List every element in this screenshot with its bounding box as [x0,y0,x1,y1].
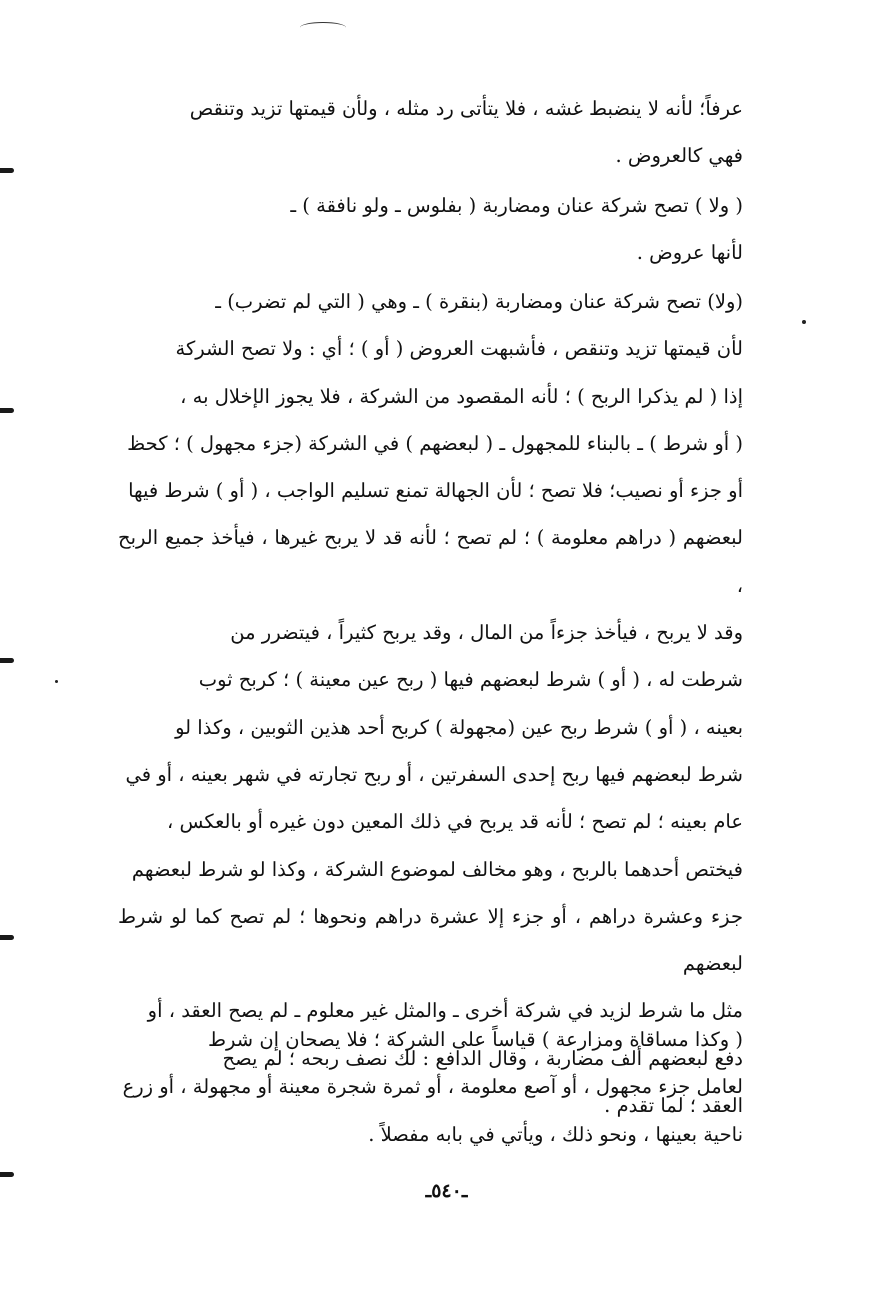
paragraph-4 [118,1016,743,1158]
text-line: ( ولا ) تصح شركة عنان ومضاربة ( بفلوس ـ ولو نافقة ) ـ [290,194,743,217]
text-line: لعامل جزء مجهول ، أو آصع معلومة ، أو ثمرة شجرة معينة أو مجهولة ، أو زرع [122,1075,743,1099]
text-line: ناحية بعينها ، ونحو ذلك ، ويأتي في بابه مفصلاً . [368,1122,743,1146]
text-line: عام بعينه ؛ لم تصح ؛ لأنه قد يربح في ذلك المعين دون غيره أو بالعكس ، [166,810,743,834]
paragraph-2 [118,182,743,277]
header-ornament [300,22,346,33]
scan-speck [55,680,58,683]
binding-mark [0,935,14,940]
text-line: شرط لبعضهم فيها ربح إحدى السفرتين ، أو ربح تجارته في شهر بعينه ، أو في [125,762,743,786]
text-line: دفع لبعضهم ألف مضاربة ، وقال الدافع : لك نصف ربحه ؛ لم يصح [222,1046,743,1070]
text-line: (ولا) تصح شركة عنان ومضاربة (بنقرة ) ـ وهي ( التي لم تضرب) ـ [215,290,743,313]
text-line: فهي كالعروض . [615,144,743,168]
text-line: لبعضهم ( دراهم معلومة ) ؛ لم تصح ؛ لأنه قد لا يربح غيرها ، فيأخذ جميع الربح ، [118,526,743,597]
text-line: لأن قيمتها تزيد وتنقص ، فأشبهت العروض ( أو ) ؛ أي : ولا تصح الشركة [175,337,743,361]
text-line: ( أو شرط ) ـ بالبناء للمجهول ـ ( لبعضهم ) في الشركة (جزء مجهول ) ؛ كحظ [127,431,743,455]
paragraph-3 [118,278,743,1129]
text-line: بعينه ، ( أو ) شرط ربح عين (مجهولة ) كربح أحد هذين الثوبين ، وكذا لو [175,715,743,739]
text-line: شرطت له ، ( أو ) شرط لبعضهم فيها ( ربح عين معينة ) ؛ كربح ثوب [198,668,743,692]
binding-mark [0,658,14,663]
binding-mark [0,1172,14,1177]
text-line: لأنها عروض . [636,241,743,265]
text-line: إذا ( لم يذكرا الربح ) ؛ لأنه المقصود من الشركة ، فلا يجوز الإخلال به ، [180,384,743,408]
text-line: عرفاً؛ لأنه لا ينضبط غشه ، فلا يتأتى رد مثله ، ولأن قيمتها تزيد وتنقص [189,97,743,120]
text-line: فيختص أحدهما بالربح ، وهو مخالف لموضوع الشركة ، وكذا لو شرط لبعضهم [131,857,743,881]
text-line: وقد لا يربح ، فيأخذ جزءاً من المال ، وقد يربح كثيراً ، فيتضرر من [230,621,743,645]
text-line: جزء وعشرة دراهم ، أو جزء إلا عشرة دراهم ونحوها ؛ لم تصح كما لو شرط لبعضهم [118,904,744,976]
text-line: ( وكذا مساقاة ومزارعة ) قياساً على الشركة ؛ فلا يصحان إن شرط [208,1028,743,1051]
binding-mark [0,408,14,413]
text-line: مثل ما شرط لزيد في شركة أخرى ـ والمثل غير معلوم ـ لم يصح العقد ، أو [147,999,743,1023]
text-line: أو جزء أو نصيب؛ فلا تصح ؛ لأن الجهالة تمنع تسليم الواجب ، ( أو ) شرط فيها [128,479,743,503]
page-number: ـ٥٤٠ـ [425,1180,468,1202]
paragraph-1 [118,85,743,180]
scan-speck [802,320,806,324]
text-line: العقد ؛ لما تقدم . [604,1094,743,1118]
binding-mark [0,168,14,173]
